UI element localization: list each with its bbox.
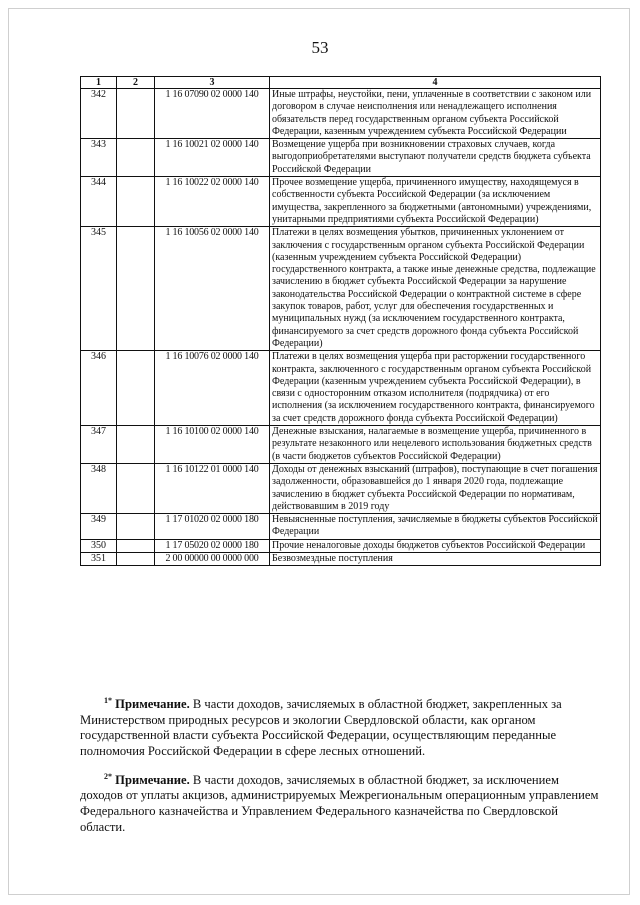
row-description: Денежные взыскания, налагаемые в возмещение ущерба, причиненного в результате незаконного или нецелевого использования бюджетных средств (в части бюджетов субъектов Российской Федерации) xyxy=(270,426,601,464)
row-number: 343 xyxy=(81,139,117,177)
header-col-1: 1 xyxy=(81,77,117,89)
row-description: Возмещение ущерба при возникновении страховых случаев, когда выгодоприобретателями выступают получатели средств бюджета субъекта Российской Федерации xyxy=(270,139,601,177)
table-header-row xyxy=(81,77,601,89)
footnote-text: В части доходов, зачисляемых в областной бюджет, закрепленных за Министерством природных ресурсов и экологии Свердловской области, как органом государственной власти субъекта Российской Федерации, осуществляющим переданные полномочия Российской Федерации в сфере лесных отношений. xyxy=(80,697,562,758)
table-row xyxy=(81,351,601,426)
row-number: 345 xyxy=(81,227,117,351)
row-number: 349 xyxy=(81,514,117,540)
row-code: 1 17 01020 02 0000 180 xyxy=(155,514,270,540)
row-code: 1 17 05020 02 0000 180 xyxy=(155,539,270,552)
row-code: 1 16 07090 02 0000 140 xyxy=(155,89,270,139)
footnotes xyxy=(80,693,600,844)
row-col2 xyxy=(117,227,155,351)
row-code: 1 16 10056 02 0000 140 xyxy=(155,227,270,351)
footnote-mark: 1* xyxy=(104,696,112,705)
row-description: Платежи в целях возмещения ущерба при расторжении государственного контракта, заключенного с государственным органом субъекта Российской Федерации (казенным учреждением субъекта Российской Федерации), в связи с односторонним отказом исполнителя (подрядчика) от его исполнения (за исключением государственного контракта, финансируемого за счет средств дорожного фонда субъекта Российской Федерации) xyxy=(270,351,601,426)
table-row xyxy=(81,552,601,565)
row-col2 xyxy=(117,139,155,177)
income-codes-table xyxy=(80,76,601,566)
row-code: 2 00 00000 00 0000 000 xyxy=(155,552,270,565)
row-col2 xyxy=(117,351,155,426)
table-row xyxy=(81,426,601,464)
table-row xyxy=(81,514,601,540)
row-col2 xyxy=(117,89,155,139)
row-code: 1 16 10100 02 0000 140 xyxy=(155,426,270,464)
table-row xyxy=(81,539,601,552)
row-number: 344 xyxy=(81,177,117,227)
row-description: Иные штрафы, неустойки, пени, уплаченные в соответствии с законом или договором в случае неисполнения или ненадлежащего исполнения обязательств перед государственным органом субъекта Российской Федерации, казенным учреждением субъекта Российской Федерации xyxy=(270,89,601,139)
row-number: 347 xyxy=(81,426,117,464)
row-description: Прочие неналоговые доходы бюджетов субъектов Российской Федерации xyxy=(270,539,601,552)
table-row xyxy=(81,177,601,227)
table-row xyxy=(81,463,601,513)
table-row xyxy=(81,227,601,351)
footnote-2 xyxy=(80,769,600,836)
row-description: Невыясненные поступления, зачисляемые в бюджеты субъектов Российской Федерации xyxy=(270,514,601,540)
footnote-label: Примечание. xyxy=(115,772,190,787)
header-col-3: 3 xyxy=(155,77,270,89)
footnote-1 xyxy=(80,693,600,760)
row-description: Доходы от денежных взысканий (штрафов), поступающие в счет погашения задолженности, образовавшейся до 1 января 2020 года, подлежащие зачислению в бюджет субъекта Российской Федерации по нормативам, действовавшим в 2019 году xyxy=(270,463,601,513)
row-col2 xyxy=(117,514,155,540)
row-number: 346 xyxy=(81,351,117,426)
page-number: 53 xyxy=(311,38,329,57)
row-col2 xyxy=(117,177,155,227)
footnote-label: Примечание. xyxy=(115,697,190,712)
row-code: 1 16 10022 02 0000 140 xyxy=(155,177,270,227)
footnote-mark: 2* xyxy=(104,771,112,781)
row-number: 342 xyxy=(81,89,117,139)
row-description: Платежи в целях возмещения убытков, причиненных уклонением от заключения с государственным органом субъекта Российской Федерации (казенным учреждением субъекта Российской Федерации) государственного контракта, а также иные денежные средства, подлежащие зачислению в бюджет субъекта Российской Федерации за нарушение законодательства Российской Федерации о контрактной системе в сфере закупок товаров, работ, услуг для обеспечения государственных и муниципальных нужд (за исключением государственного контракта, финансируемого за счет средств дорожного фонда субъекта Российской Федерации) xyxy=(270,227,601,351)
row-col2 xyxy=(117,426,155,464)
row-code: 1 16 10076 02 0000 140 xyxy=(155,351,270,426)
row-number: 348 xyxy=(81,463,117,513)
row-number: 350 xyxy=(81,539,117,552)
row-description: Безвозмездные поступления xyxy=(270,552,601,565)
table-row xyxy=(81,89,601,139)
row-col2 xyxy=(117,463,155,513)
row-description: Прочее возмещение ущерба, причиненного имуществу, находящемуся в собственности субъекта Российской Федерации (за исключением имущества, закрепленного за бюджетными (автономными) учреждениями, унитарными предприятиями субъекта Российской Федерации) xyxy=(270,177,601,227)
footnote-text: В части доходов, зачисляемых в областной бюджет, за исключением доходов от уплаты акцизов, администрируемых Межрегиональным операционным управлением Федерального казначейства и Управлением Федерального казначейства по Свердловской области. xyxy=(80,772,599,834)
row-col2 xyxy=(117,552,155,565)
table-row xyxy=(81,139,601,177)
row-code: 1 16 10122 01 0000 140 xyxy=(155,463,270,513)
header-col-4: 4 xyxy=(270,77,601,89)
row-col2 xyxy=(117,539,155,552)
row-number: 351 xyxy=(81,552,117,565)
row-code: 1 16 10021 02 0000 140 xyxy=(155,139,270,177)
header-col-2: 2 xyxy=(117,77,155,89)
